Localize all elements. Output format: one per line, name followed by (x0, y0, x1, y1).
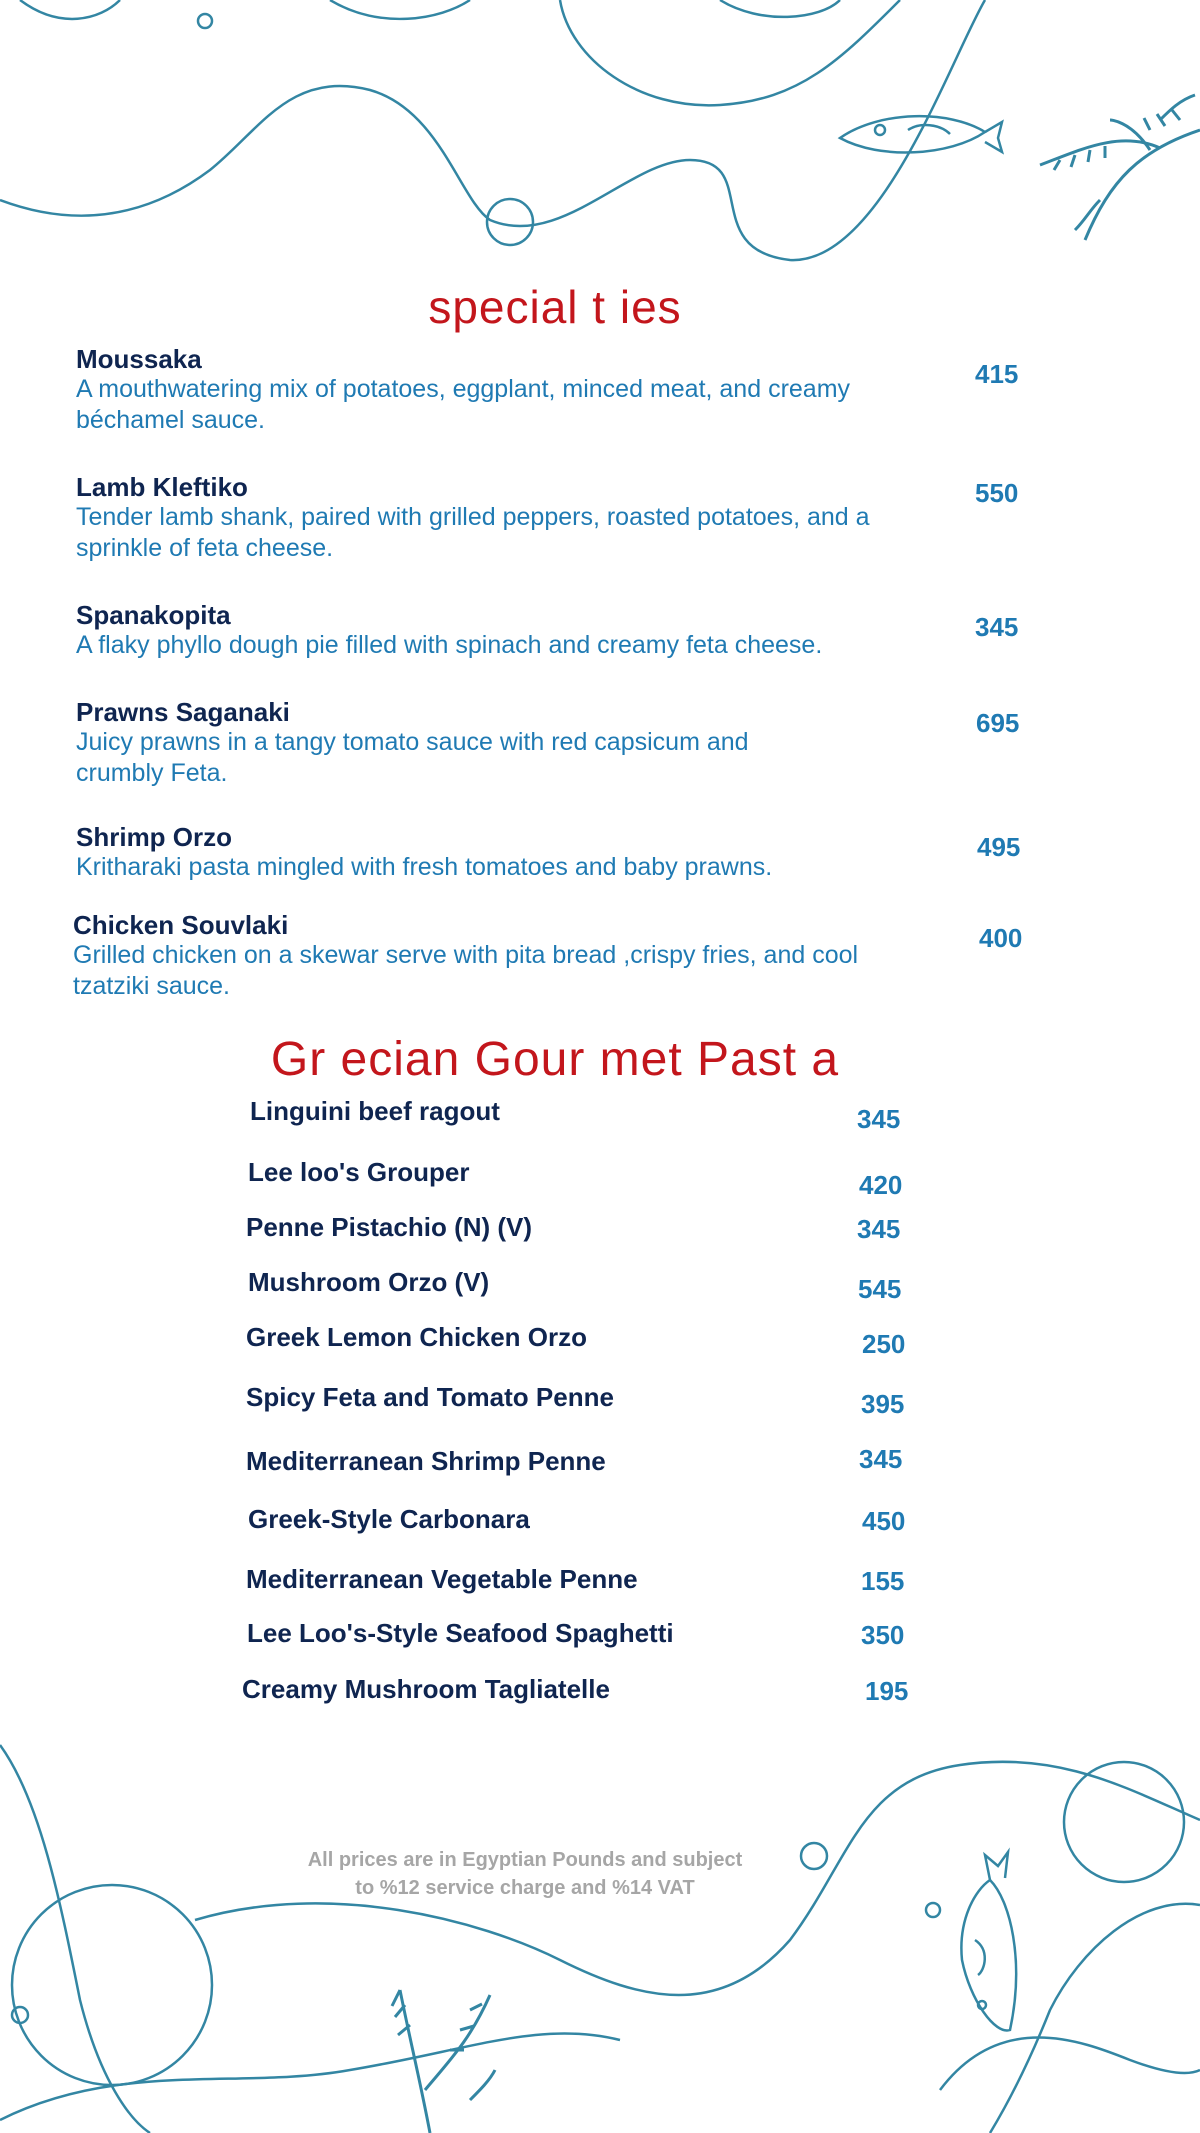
pasta-item-price: 395 (861, 1389, 905, 1419)
item-price: 495 (977, 832, 1021, 862)
pasta-item-price: 195 (865, 1676, 909, 1706)
pasta-item-name: Creamy Mushroom Tagliatelle (242, 1674, 610, 1704)
item-price: 550 (975, 478, 1019, 508)
pasta-item-price: 345 (857, 1104, 901, 1134)
item-price: 415 (975, 359, 1019, 389)
menu-item (76, 472, 1036, 564)
item-name: Moussaka (76, 344, 202, 374)
pasta-item-name: Greek Lemon Chicken Orzo (246, 1322, 587, 1352)
menu-item (76, 697, 1036, 789)
pasta-item-name: Lee loo's Grouper (248, 1157, 470, 1187)
pasta-heading: Gr ecian Gour met Past a (270, 1033, 840, 1086)
pasta-item-name: Penne Pistachio (N) (V) (246, 1212, 533, 1242)
price-disclaimer (260, 1846, 790, 1902)
menu-item (73, 910, 1033, 1002)
pasta-item-name: Linguini beef ragout (250, 1096, 500, 1126)
pasta-item-price: 545 (858, 1274, 902, 1304)
item-price: 345 (975, 612, 1019, 642)
item-name: Shrimp Orzo (76, 822, 233, 852)
pasta-item-price: 420 (859, 1170, 903, 1200)
item-description: Juicy prawns in a tangy tomato sauce with red capsicum and crumbly Feta. (76, 728, 749, 787)
herb-sprig-icon (1040, 95, 1200, 240)
pasta-item-name: Mediterranean Vegetable Penne (246, 1564, 638, 1594)
pasta-item-price: 450 (862, 1506, 906, 1536)
item-name: Chicken Souvlaki (73, 910, 289, 940)
price-disclaimer-line-1: All prices are in Egyptian Pounds and subject (307, 1849, 743, 1871)
pasta-item-name: Lee Loo's-Style Seafood Spaghetti (247, 1618, 674, 1648)
item-description: Tender lamb shank, paired with grilled peppers, roasted potatoes, and a sprinkle of feta cheese. (76, 503, 870, 562)
pasta-item-price: 350 (861, 1620, 905, 1650)
item-price: 695 (976, 708, 1020, 738)
pasta-item-price: 250 (862, 1329, 906, 1359)
bottom-wave-decoration (0, 1720, 1200, 2133)
item-price: 400 (979, 923, 1023, 953)
menu-item (76, 344, 1036, 436)
menu-item (76, 600, 1036, 661)
pasta-item-price: 345 (859, 1444, 903, 1474)
top-wave-decoration (0, 0, 1200, 280)
pasta-item-name: Greek-Style Carbonara (248, 1504, 530, 1534)
specialties-heading: special t ies (428, 281, 682, 333)
item-description: Kritharaki pasta mingled with fresh tomatoes and baby prawns. (76, 853, 773, 881)
herb-sprig-icon (392, 1990, 495, 2133)
price-disclaimer-line-2: to %12 service charge and %14 VAT (355, 1877, 695, 1899)
fish-icon (840, 116, 1002, 152)
pasta-item-name: Spicy Feta and Tomato Penne (246, 1382, 614, 1412)
fish-icon (961, 1852, 1016, 2030)
item-name: Lamb Kleftiko (76, 472, 248, 502)
menu-item (76, 822, 1036, 883)
item-description: A mouthwatering mix of potatoes, eggplant, minced meat, and creamy béchamel sauce. (76, 375, 851, 434)
item-description: Grilled chicken on a skewar serve with pita bread ,crispy fries, and cool tzatziki sauce. (73, 941, 859, 1000)
pasta-item-name: Mushroom Orzo (V) (248, 1267, 490, 1297)
pasta-item-price: 345 (857, 1214, 901, 1244)
item-description: A flaky phyllo dough pie filled with spinach and creamy feta cheese. (76, 631, 823, 659)
item-name: Spanakopita (76, 600, 231, 630)
pasta-item-price: 155 (861, 1566, 905, 1596)
pasta-item-name: Mediterranean Shrimp Penne (246, 1446, 606, 1476)
item-name: Prawns Saganaki (76, 697, 290, 727)
